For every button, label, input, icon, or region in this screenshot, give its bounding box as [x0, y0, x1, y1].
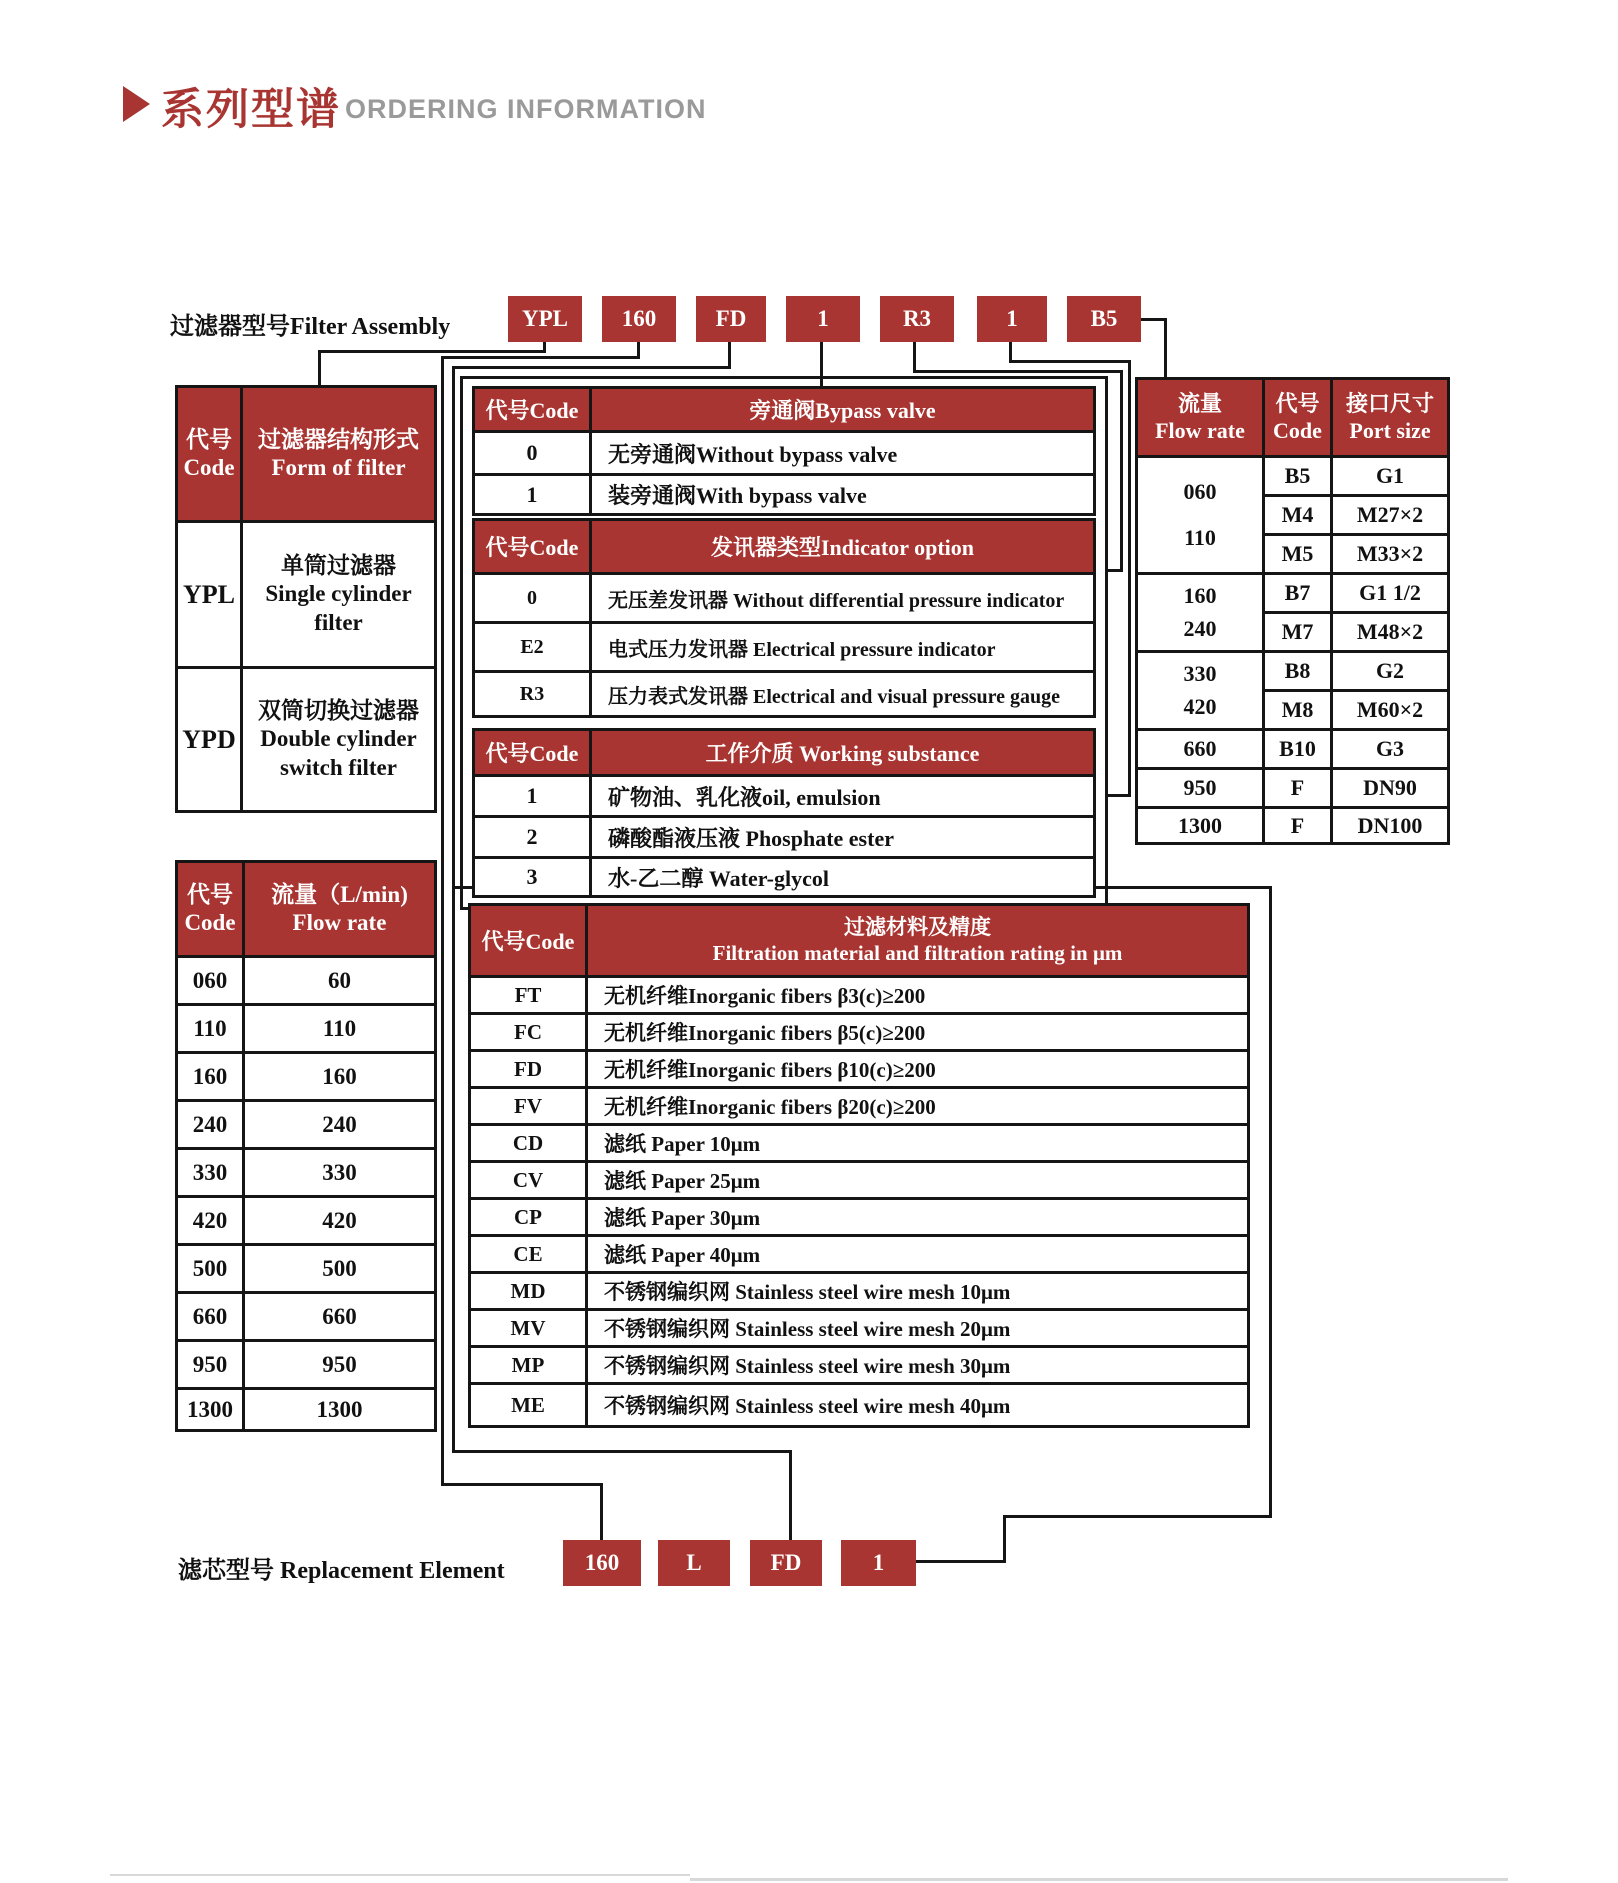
flow-rate-table	[175, 860, 437, 1432]
working-substance-table	[472, 728, 1096, 898]
connector-fd	[789, 1450, 792, 1540]
header-line: 代号	[1275, 390, 1320, 416]
table-row	[470, 1125, 1249, 1162]
desc-line: Single cylinder	[265, 581, 412, 607]
table-row	[470, 1199, 1249, 1236]
code-cell: ME	[470, 1384, 587, 1427]
code-cell: MV	[470, 1310, 587, 1347]
assembly-code-box: R3	[880, 296, 954, 342]
assembly-code-box: YPL	[508, 296, 582, 342]
code-cell: F	[1264, 769, 1332, 808]
code-cell: M7	[1264, 613, 1332, 652]
code-cell: 950	[177, 1341, 244, 1389]
table-row	[177, 1341, 436, 1389]
connector-fd	[452, 366, 455, 1453]
desc-cell: 滤纸 Paper 10μm	[587, 1125, 1249, 1162]
col-header-code	[177, 387, 242, 522]
table-row	[177, 1149, 436, 1197]
code-cell: FT	[470, 977, 587, 1014]
table-row	[177, 668, 436, 812]
footer-rule	[110, 1874, 690, 1876]
header-line: 接口尺寸	[1345, 390, 1434, 416]
col-header-flow	[244, 862, 436, 957]
col-header-title: 发讯器类型Indicator option	[591, 520, 1095, 574]
connector-working-code	[1108, 794, 1131, 797]
connector-r3	[1108, 569, 1123, 572]
desc-line: Double cylinder	[260, 726, 417, 752]
table-row	[470, 1051, 1249, 1088]
bypass-valve-table	[472, 386, 1096, 516]
port-cell: DN90	[1332, 769, 1449, 808]
code-cell: CE	[470, 1236, 587, 1273]
page-title-zh: 系列型谱	[161, 86, 341, 134]
table-row	[1137, 730, 1449, 769]
code-cell: 660	[177, 1293, 244, 1341]
code-cell: CD	[470, 1125, 587, 1162]
desc-cell: 滤纸 Paper 25μm	[587, 1162, 1249, 1199]
header-line: 代号	[187, 881, 233, 907]
header-line: Code	[184, 910, 236, 935]
desc-cell: 滤纸 Paper 30μm	[587, 1199, 1249, 1236]
connector-working-code	[1128, 360, 1131, 797]
table-row	[1137, 574, 1449, 613]
flow-value: 420	[1183, 694, 1217, 720]
rate-cell: 240	[244, 1101, 436, 1149]
code-cell: MP	[470, 1347, 587, 1384]
desc-cell: 电式压力发讯器 Electrical pressure indicator	[591, 623, 1095, 672]
code-cell: 330	[177, 1149, 244, 1197]
code-cell: 0	[474, 574, 591, 623]
port-cell: M60×2	[1332, 691, 1449, 730]
desc-cell: 不锈钢编织网 Stainless steel wire mesh 10μm	[587, 1273, 1249, 1310]
header-line: 流量	[1177, 390, 1222, 416]
table-row	[470, 1236, 1249, 1273]
col-header-port	[1332, 379, 1449, 457]
connector-160	[600, 1483, 603, 1540]
col-header-code: 代号Code	[470, 905, 587, 977]
code-cell: B5	[1264, 457, 1332, 496]
flow-value: 160	[1183, 582, 1217, 608]
code-cell: 1300	[177, 1389, 244, 1431]
header-line: Code	[1273, 417, 1322, 443]
connector-ypl	[318, 350, 546, 353]
code-cell: 160	[177, 1053, 244, 1101]
desc-cell: 无压差发讯器 Without differential pressure indicator	[591, 574, 1095, 623]
code-cell: CP	[470, 1199, 587, 1236]
col-header-code	[177, 862, 244, 957]
assembly-code-box: FD	[696, 296, 766, 342]
table-row	[177, 1245, 436, 1293]
table-row	[474, 776, 1095, 817]
flow-cell: 950	[1137, 769, 1264, 808]
code-cell: CV	[470, 1162, 587, 1199]
table-row	[177, 1005, 436, 1053]
code-cell: R3	[474, 672, 591, 717]
desc-cell: 磷酸酯液压液 Phosphate ester	[591, 817, 1095, 858]
connector-160	[441, 356, 640, 359]
header-line: 代号	[186, 426, 232, 452]
connector-r3	[913, 342, 916, 372]
header-line: 流量（L/min)	[271, 881, 408, 907]
connector-fd	[452, 1450, 792, 1453]
code-cell: M4	[1264, 496, 1332, 535]
code-cell: 110	[177, 1005, 244, 1053]
table-row	[470, 1088, 1249, 1125]
desc-cell: 水-乙二醇 Water-glycol	[591, 858, 1095, 897]
title-arrow-icon	[123, 86, 150, 122]
desc-line: switch filter	[280, 754, 397, 780]
flow-value: 330	[1183, 660, 1217, 686]
assembly-code-box: 1	[786, 296, 860, 342]
code-cell: M8	[1264, 691, 1332, 730]
filtration-material-table	[468, 903, 1250, 1428]
code-cell: 060	[177, 957, 244, 1005]
form-desc-cell	[242, 522, 436, 668]
replacement-code-box: FD	[750, 1540, 822, 1586]
table-row	[474, 432, 1095, 475]
flow-cell	[1137, 574, 1264, 652]
table-row	[470, 1384, 1249, 1427]
header-line: Flow rate	[1155, 417, 1245, 443]
footer-rule	[690, 1878, 1508, 1881]
table-row	[470, 1014, 1249, 1051]
header-line: Flow rate	[292, 910, 387, 935]
indicator-option-table	[472, 518, 1096, 718]
table-row	[1137, 652, 1449, 691]
table-row	[177, 1293, 436, 1341]
table-row	[474, 475, 1095, 515]
table-row	[1137, 769, 1449, 808]
table-row	[474, 623, 1095, 672]
table-row	[470, 977, 1249, 1014]
table-row	[177, 1197, 436, 1245]
desc-cell: 矿物油、乳化液oil, emulsion	[591, 776, 1095, 817]
connector-160	[441, 1483, 603, 1486]
code-cell: FC	[470, 1014, 587, 1051]
flow-value: 060	[1183, 478, 1217, 504]
table-row	[474, 574, 1095, 623]
col-header-code: 代号Code	[474, 730, 591, 776]
filtration-outline-right	[1269, 886, 1272, 1518]
rate-cell: 420	[244, 1197, 436, 1245]
code-cell: 1	[474, 475, 591, 515]
header-line: Filtration material and filtration rating in μm	[712, 940, 1123, 965]
port-size-table	[1135, 377, 1450, 845]
assembly-code-box: 160	[602, 296, 676, 342]
code-cell: FV	[470, 1088, 587, 1125]
connector-ypl	[318, 350, 321, 387]
assembly-code-box: B5	[1067, 296, 1141, 342]
port-cell: DN100	[1332, 808, 1449, 844]
table-row	[1137, 808, 1449, 844]
connector-working-code	[1009, 342, 1012, 362]
port-cell: M27×2	[1332, 496, 1449, 535]
table-row	[177, 1101, 436, 1149]
desc-line: 双筒切换过滤器	[258, 698, 419, 724]
replacement-element-label: 滤芯型号 Replacement Element	[178, 1558, 505, 1584]
table-row	[474, 858, 1095, 897]
connector-replacement-1	[1003, 1515, 1006, 1563]
code-cell: 2	[474, 817, 591, 858]
replacement-code-box: 160	[563, 1540, 641, 1586]
header-line: Code	[183, 455, 235, 480]
code-cell: MD	[470, 1273, 587, 1310]
assembly-code-box: 1	[977, 296, 1047, 342]
connector-working-code	[1009, 360, 1131, 363]
table-row	[470, 1347, 1249, 1384]
table-row	[177, 1389, 436, 1431]
table-row	[177, 1053, 436, 1101]
rate-cell: 160	[244, 1053, 436, 1101]
form-code-cell: YPD	[177, 668, 242, 812]
form-of-filter-table	[175, 385, 437, 813]
col-header-title: 旁通阀Bypass valve	[591, 388, 1095, 432]
code-cell: B8	[1264, 652, 1332, 691]
table-row	[1137, 457, 1449, 496]
table-row	[474, 672, 1095, 717]
flow-value: 110	[1184, 525, 1216, 551]
code-cell: B10	[1264, 730, 1332, 769]
rate-cell: 60	[244, 957, 436, 1005]
code-cell: M5	[1264, 535, 1332, 574]
table-row	[177, 522, 436, 668]
header-line: 过滤材料及精度	[844, 914, 991, 939]
code-cell: B7	[1264, 574, 1332, 613]
desc-cell: 不锈钢编织网 Stainless steel wire mesh 40μm	[587, 1384, 1249, 1427]
code-cell: FD	[470, 1051, 587, 1088]
desc-cell: 装旁通阀With bypass valve	[591, 475, 1095, 515]
code-cell: 420	[177, 1197, 244, 1245]
desc-cell: 无机纤维Inorganic fibers β10(c)≥200	[587, 1051, 1249, 1088]
filtration-outline-bottom	[1003, 1515, 1272, 1518]
code-cell: 0	[474, 432, 591, 475]
col-header-code: 代号Code	[474, 388, 591, 432]
port-cell: G2	[1332, 652, 1449, 691]
rate-cell: 950	[244, 1341, 436, 1389]
connector-r3	[913, 370, 1123, 373]
filter-assembly-label: 过滤器型号Filter Assembly	[170, 314, 451, 340]
desc-cell: 滤纸 Paper 40μm	[587, 1236, 1249, 1273]
col-header-code: 代号Code	[474, 520, 591, 574]
table-row	[474, 817, 1095, 858]
desc-cell: 压力表式发讯器 Electrical and visual pressure gauge	[591, 672, 1095, 717]
header-line: Port size	[1349, 417, 1431, 443]
connector-fd	[728, 342, 731, 368]
table-row	[177, 957, 436, 1005]
replacement-code-box: 1	[841, 1540, 916, 1586]
col-header-title: 工作介质 Working substance	[591, 730, 1095, 776]
flow-value: 240	[1183, 616, 1217, 642]
code-cell: F	[1264, 808, 1332, 844]
desc-cell: 无机纤维Inorganic fibers β5(c)≥200	[587, 1014, 1249, 1051]
flow-cell	[1137, 457, 1264, 574]
table-row	[470, 1273, 1249, 1310]
port-cell: M48×2	[1332, 613, 1449, 652]
rate-cell: 660	[244, 1293, 436, 1341]
rate-cell: 500	[244, 1245, 436, 1293]
code-cell: E2	[474, 623, 591, 672]
table-row	[470, 1310, 1249, 1347]
table-row	[470, 1162, 1249, 1199]
col-header-code	[1264, 379, 1332, 457]
replacement-code-box: L	[658, 1540, 730, 1586]
connector-b5	[1164, 318, 1167, 380]
form-code-cell: YPL	[177, 522, 242, 668]
rate-cell: 330	[244, 1149, 436, 1197]
form-desc-cell	[242, 668, 436, 812]
code-cell: 3	[474, 858, 591, 897]
port-cell: G1	[1332, 457, 1449, 496]
desc-line: 单筒过滤器	[281, 553, 396, 579]
port-cell: M33×2	[1332, 535, 1449, 574]
port-cell: G3	[1332, 730, 1449, 769]
desc-cell: 无旁通阀Without bypass valve	[591, 432, 1095, 475]
rate-cell: 110	[244, 1005, 436, 1053]
desc-cell: 无机纤维Inorganic fibers β20(c)≥200	[587, 1088, 1249, 1125]
connector-fd	[452, 366, 731, 369]
connector-replacement-1	[916, 1560, 1006, 1563]
page-title-en: ORDERING INFORMATION	[345, 94, 707, 124]
flow-cell: 660	[1137, 730, 1264, 769]
col-header-form	[242, 387, 436, 522]
rate-cell: 1300	[244, 1389, 436, 1431]
col-header-title	[587, 905, 1249, 977]
header-line: Form of filter	[271, 455, 406, 480]
connector-160	[441, 356, 444, 1486]
code-cell: 240	[177, 1101, 244, 1149]
desc-cell: 不锈钢编织网 Stainless steel wire mesh 30μm	[587, 1347, 1249, 1384]
flow-cell	[1137, 652, 1264, 730]
port-cell: G1 1/2	[1332, 574, 1449, 613]
desc-line: filter	[314, 609, 363, 635]
col-header-flow	[1137, 379, 1264, 457]
connector-r3	[1120, 370, 1123, 572]
header-line: 过滤器结构形式	[258, 426, 419, 452]
flow-cell: 1300	[1137, 808, 1264, 844]
code-cell: 500	[177, 1245, 244, 1293]
desc-cell: 不锈钢编织网 Stainless steel wire mesh 20μm	[587, 1310, 1249, 1347]
desc-cell: 无机纤维Inorganic fibers β3(c)≥200	[587, 977, 1249, 1014]
code-cell: 1	[474, 776, 591, 817]
